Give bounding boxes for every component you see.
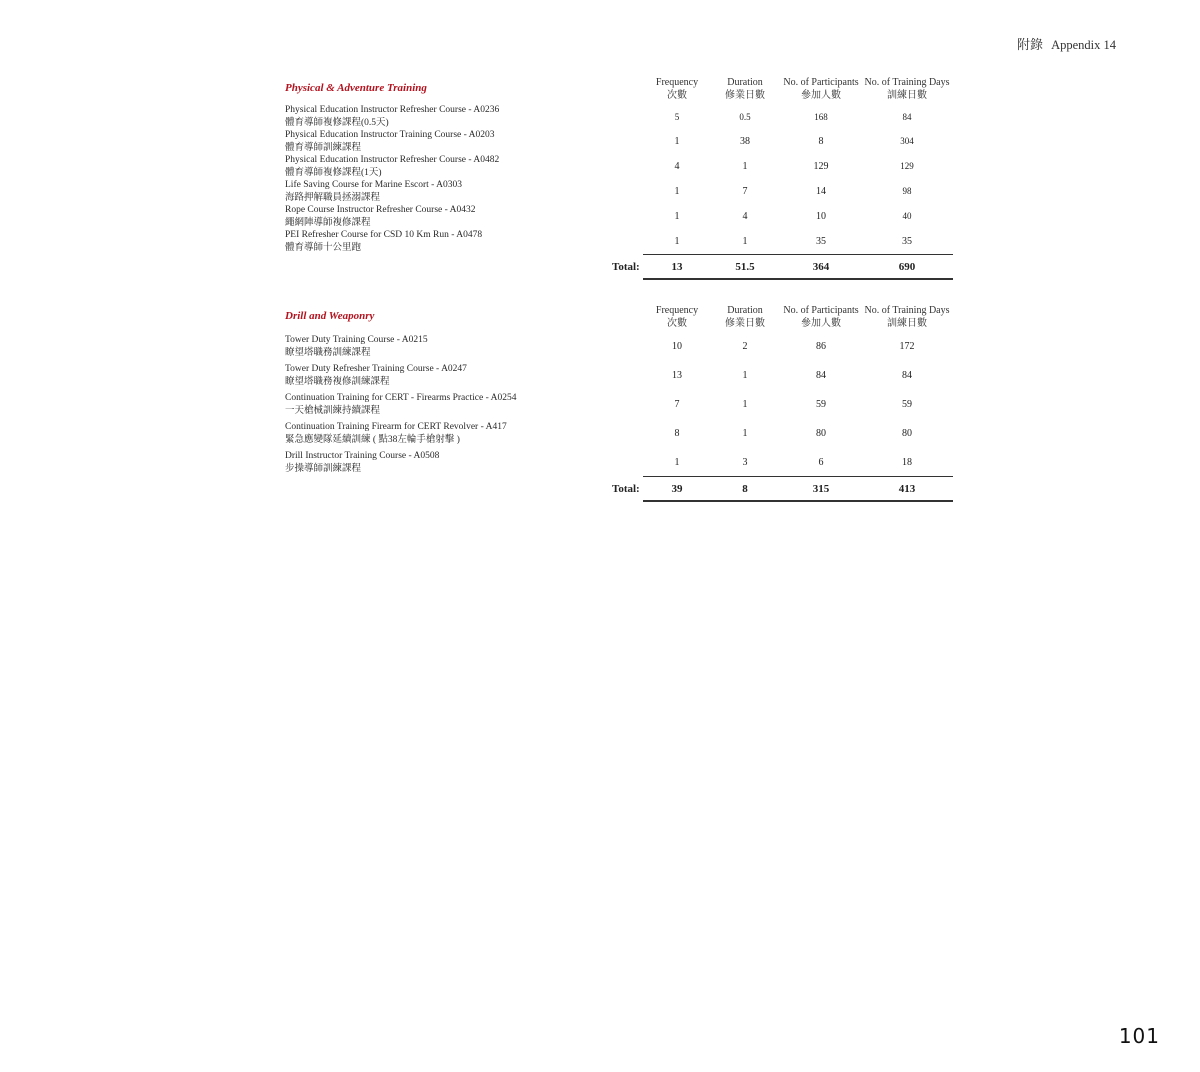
- section-title: Physical & Adventure Training: [285, 82, 427, 94]
- page-number: 101: [1118, 1024, 1160, 1048]
- cell-training-days: 80: [902, 428, 912, 439]
- course-name-en: Drill Instructor Training Course - A0508: [285, 451, 440, 461]
- cell-training-days: 84: [902, 112, 912, 122]
- section-physical-adventure: [285, 74, 960, 284]
- col-head-frequency-en: Frequency: [655, 77, 699, 88]
- cell-training-days: 129: [900, 161, 914, 171]
- col-head-participants-en: No. of Participants: [783, 305, 859, 316]
- total-duration: 8: [742, 483, 748, 495]
- total-frequency: 39: [671, 483, 683, 495]
- course-name-zh: 瞭望塔職務複修訓練課程: [285, 376, 390, 387]
- total-label: Total:: [612, 483, 640, 495]
- cell-participants: 86: [816, 341, 826, 352]
- course-name-zh: 一天槍械訓練持續課程: [285, 405, 381, 416]
- cell-participants: 80: [816, 428, 826, 439]
- col-head-days-zh: 訓練日數: [886, 90, 927, 101]
- course-name-zh: 緊急應變隊延續訓練 ( 點38左輪手槍射擊 ): [285, 434, 460, 445]
- col-head-frequency: [656, 304, 698, 330]
- section-drill-weaponry: [285, 302, 960, 507]
- cell-duration: 7: [742, 186, 748, 197]
- cell-training-days: 59: [902, 399, 912, 410]
- cell-duration: 3: [742, 457, 748, 468]
- course-name-en: Life Saving Course for Marine Escort - A0303: [285, 180, 463, 190]
- course-name-en: Physical Education Instructor Training Course - A0203: [285, 130, 495, 140]
- cell-duration: 1: [742, 428, 748, 439]
- course-name-zh: 海路押解職員拯溺課程: [285, 192, 381, 203]
- col-head-duration-en: Duration: [727, 77, 763, 88]
- cell-participants: 129: [813, 161, 829, 172]
- col-head-participants-zh: 參加人數: [800, 318, 841, 329]
- cell-duration: 38: [740, 136, 750, 147]
- course-name-en: Rope Course Instructor Refresher Course - A0432: [285, 205, 476, 215]
- cell-participants: 14: [816, 186, 826, 197]
- course-name-zh: 繩網陣導師複修課程: [285, 217, 371, 228]
- course-name: [285, 450, 439, 475]
- total-training-days: 690: [898, 261, 916, 273]
- course-name-en: Tower Duty Refresher Training Course - A0247: [285, 364, 467, 374]
- col-head-frequency-zh: 次數: [667, 90, 687, 101]
- table-divider: [643, 476, 953, 477]
- col-head-participants-zh: 參加人數: [800, 90, 841, 101]
- cell-frequency: 1: [674, 136, 680, 147]
- course-name-en: PEI Refresher Course for CSD 10 Km Run - A0478: [285, 230, 483, 240]
- course-name: [285, 154, 499, 179]
- col-head-frequency-en: Frequency: [655, 305, 699, 316]
- course-name: [285, 392, 516, 417]
- total-duration: 51.5: [735, 261, 755, 273]
- cell-frequency: 13: [672, 370, 682, 381]
- cell-participants: 59: [816, 399, 826, 410]
- course-name: [285, 129, 495, 154]
- cell-frequency: 5: [674, 112, 680, 122]
- cell-duration: 1: [742, 399, 748, 410]
- course-name-en: Continuation Training Firearm for CERT Revolver - A417: [285, 422, 507, 432]
- cell-participants: 168: [814, 112, 828, 122]
- table-divider: [643, 254, 953, 255]
- col-head-days-zh: 訓練日數: [886, 318, 927, 329]
- cell-training-days: 304: [900, 136, 914, 146]
- cell-training-days: 172: [899, 341, 915, 352]
- cell-duration: 0.5: [739, 112, 751, 122]
- cell-training-days: 35: [902, 236, 912, 247]
- course-name-en: Continuation Training for CERT - Firearms Practice - A0254: [285, 393, 517, 403]
- table-bottom-rule: [643, 278, 953, 280]
- total-participants: 364: [812, 261, 830, 273]
- cell-frequency: 8: [674, 428, 680, 439]
- course-name: [285, 104, 499, 129]
- col-head-frequency-zh: 次數: [667, 318, 687, 329]
- cell-participants: 35: [816, 236, 826, 247]
- cell-training-days: 18: [902, 457, 912, 468]
- cell-training-days: 84: [902, 370, 912, 381]
- col-head-duration-en: Duration: [727, 305, 763, 316]
- course-name-zh: 步操導師訓練課程: [285, 463, 362, 474]
- page-header: [1017, 34, 1116, 53]
- course-name: [285, 421, 507, 446]
- cell-duration: 1: [742, 236, 748, 247]
- total-frequency: 13: [671, 261, 683, 273]
- cell-training-days: 98: [902, 186, 912, 196]
- course-name-en: Physical Education Instructor Refresher Course - A0236: [285, 105, 500, 115]
- course-name-en: Physical Education Instructor Refresher Course - A0482: [285, 155, 500, 165]
- table-bottom-rule: [643, 500, 953, 502]
- col-head-duration: [725, 76, 765, 102]
- course-name-zh: 體育導師複修課程(1天): [285, 167, 382, 178]
- cell-frequency: 4: [674, 161, 680, 172]
- course-name: [285, 334, 428, 359]
- col-head-duration-zh: 修業日數: [725, 318, 765, 329]
- cell-duration: 4: [742, 211, 748, 222]
- col-head-training-days: [864, 304, 949, 330]
- cell-frequency: 1: [674, 236, 680, 247]
- cell-duration: 2: [742, 341, 748, 352]
- col-head-participants: [783, 304, 858, 330]
- section-title: Drill and Weaponry: [285, 310, 375, 322]
- cell-participants: 84: [816, 370, 826, 381]
- cell-duration: 1: [742, 161, 748, 172]
- course-name: [285, 363, 467, 388]
- total-participants: 315: [812, 483, 830, 495]
- cell-training-days: 40: [902, 211, 912, 221]
- cell-duration: 1: [742, 370, 748, 381]
- col-head-participants: [783, 76, 858, 102]
- col-head-participants-en: No. of Participants: [783, 77, 859, 88]
- course-name: [285, 179, 462, 204]
- cell-frequency: 1: [674, 186, 680, 197]
- col-head-frequency: [656, 76, 698, 102]
- total-training-days: 413: [898, 483, 916, 495]
- col-head-duration-zh: 修業日數: [725, 90, 765, 101]
- course-name-zh: 體育導師十公里跑: [285, 242, 362, 253]
- cell-frequency: 1: [674, 457, 680, 468]
- col-head-days-en: No. of Training Days: [864, 77, 950, 88]
- course-name-en: Tower Duty Training Course - A0215: [285, 335, 428, 345]
- cell-participants: 10: [816, 211, 826, 222]
- col-head-duration: [725, 304, 765, 330]
- course-name-zh: 體育導師訓練課程: [285, 142, 362, 153]
- course-name-zh: 瞭望塔職務訓練課程: [285, 347, 371, 358]
- header-en: Appendix 14: [1051, 38, 1116, 52]
- col-head-training-days: [864, 76, 949, 102]
- cell-frequency: 7: [674, 399, 680, 410]
- cell-frequency: 1: [674, 211, 680, 222]
- course-name: [285, 204, 476, 229]
- header-zh: 附錄: [1017, 37, 1044, 52]
- cell-participants: 8: [818, 136, 824, 147]
- total-label: Total:: [612, 261, 640, 273]
- col-head-days-en: No. of Training Days: [864, 305, 950, 316]
- course-name: [285, 229, 482, 254]
- cell-frequency: 10: [672, 341, 682, 352]
- cell-participants: 6: [818, 457, 824, 468]
- course-name-zh: 體育導師複修課程(0.5天): [285, 117, 389, 128]
